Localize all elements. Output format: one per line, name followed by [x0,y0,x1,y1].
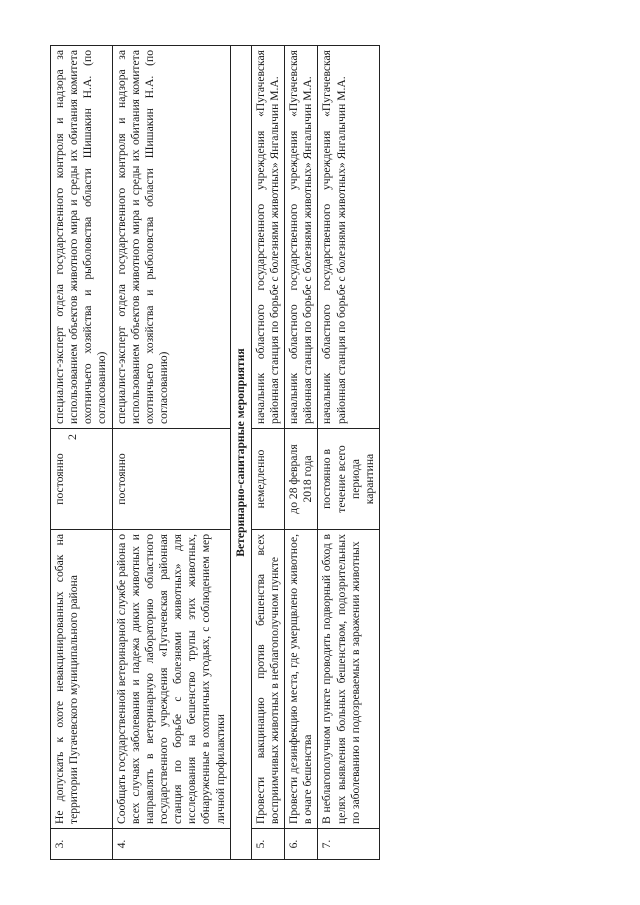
row-number: 4. [112,829,230,860]
row-action: Сообщать государственной ветеринарной службе района о всех случаях заболевания и падежа диких животных и направлять в ветеринарную лабораторию областного государственного учреждения «Пугачевская районная станция по борьбе с болезнями животных» для исследования на бешенство трупы этих животных, обнаруженные в охотничьих угодьях, с соблюдением мер личной профилактики [112,530,230,829]
table-row [112,46,230,860]
table-row [318,46,380,860]
row-term: до 28 февраля 2018 года [285,429,318,530]
row-term: немедленно [251,429,284,530]
row-action: Провести дезинфекцию места, где умерщвлено животное, в очаге бешенства [285,530,318,829]
row-action: В неблагополучном пункте проводить подворный обход в целях выявления больных бешенством, подозрительных по заболеванию и подозреваемых в заражении животных [318,530,380,829]
row-number: 6. [285,829,318,860]
section-title: Ветеринарно-санитарные мероприятия [230,46,251,860]
row-number: 3. [51,829,113,860]
row-responsible: начальник областного государственного учреждения «Пугачевская районная станция по борьбе с болезнями животных» Янгалычин М.А. [318,46,380,429]
row-number: 7. [318,829,380,860]
row-responsible: специалист-эксперт отдела государственного контроля и надзора за использованием объектов животного мира и среды их обитания комитета охотничьего хозяйства и рыболовства области Шишакин Н.А. (по согласованию) [51,46,113,429]
table-row [251,46,284,860]
section-header-row [230,46,251,860]
page-number: 2 [65,434,79,440]
row-action: Не допускать к охоте невакцинированных собак на территории Пугачевского муниципального района [51,530,113,829]
measures-table [50,45,380,860]
table-row [51,46,113,860]
row-term: постоянно [51,429,113,530]
rotated-page [50,45,380,860]
row-number: 5. [251,829,284,860]
row-action: Провести вакцинацию против бешенства всех восприимчивых животных в неблагополучном пункте [251,530,284,829]
row-responsible: начальник областного государственного учреждения «Пугачевская районная станция по борьбе с болезнями животных» Янгалычин М.А. [251,46,284,429]
row-responsible: специалист-эксперт отдела государственного контроля и надзора за использованием объектов животного мира и среды их обитания комитета охотничьего хозяйства и рыболовства области Шишакин Н.А. (по согласованию) [112,46,230,429]
row-term: постоянно в течение всего периода карантина [318,429,380,530]
table-row [285,46,318,860]
row-responsible: начальник областного государственного учреждения «Пугачевская районная станция по борьбе с болезнями животных» Янгалычин М.А. [285,46,318,429]
row-term: постоянно [112,429,230,530]
